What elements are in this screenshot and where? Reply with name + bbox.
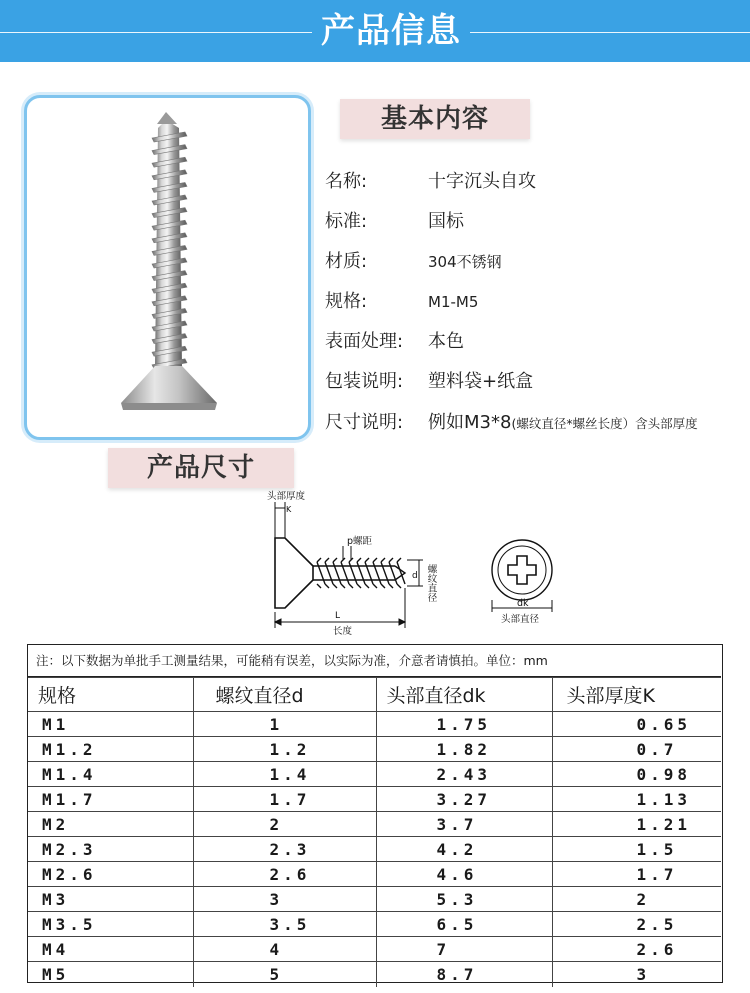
- cell-head-thickness: 2.5: [552, 912, 721, 937]
- spec-standard-row: [325, 207, 464, 237]
- cell-spec: M1.7: [28, 787, 193, 812]
- cell-spec: M2.3: [28, 837, 193, 862]
- cell-head-thickness: 1.5: [552, 837, 721, 862]
- header-rule-left: [0, 32, 312, 33]
- table-row: [28, 812, 721, 837]
- cell-head-diameter: 1.75: [376, 712, 552, 737]
- cell-thread-diameter: 2: [193, 812, 376, 837]
- spec-dimension-key: 尺寸说明:: [325, 412, 404, 433]
- cell-head-thickness: 3: [552, 962, 721, 987]
- cell-head-diameter: 3.27: [376, 787, 552, 812]
- table-row: [28, 837, 721, 862]
- diagram-pitch-label: p螺距: [347, 536, 373, 547]
- table-row: [28, 862, 721, 887]
- spec-material-value: 304不锈钢: [428, 253, 502, 271]
- header-head-diameter: 头部直径dk: [376, 678, 552, 712]
- cell-head-thickness: 0.98: [552, 762, 721, 787]
- cell-head-diameter: 4.6: [376, 862, 552, 887]
- diagram-d-label: d: [412, 571, 418, 581]
- cell-head-diameter: 1.82: [376, 737, 552, 762]
- cell-thread-diameter: 1: [193, 712, 376, 737]
- spec-name-row: [325, 167, 536, 197]
- cell-head-diameter: 5.3: [376, 887, 552, 912]
- cell-thread-diameter: 1.4: [193, 762, 376, 787]
- spec-standard-key: 标准:: [325, 211, 368, 232]
- dimension-table: [27, 644, 723, 983]
- cell-thread-diameter: 2.6: [193, 862, 376, 887]
- spec-dimension-row: [325, 408, 698, 438]
- spec-packaging-row: [325, 367, 534, 397]
- cell-head-diameter: 7: [376, 937, 552, 962]
- cell-spec: M1: [28, 712, 193, 737]
- table-row: [28, 712, 721, 737]
- spec-finish-value: 本色: [428, 331, 464, 352]
- cell-thread-diameter: 1.7: [193, 787, 376, 812]
- table-row: [28, 937, 721, 962]
- cell-head-thickness: 0.65: [552, 712, 721, 737]
- diagram-length-label: 长度: [333, 626, 353, 637]
- diagram-thread: [357, 558, 365, 588]
- spec-finish-row: [325, 327, 464, 357]
- header-rule-right: [470, 32, 750, 33]
- screw-photo-illustration: [27, 98, 308, 437]
- cell-head-diameter: 4.2: [376, 837, 552, 862]
- diagram-thread: [389, 558, 397, 588]
- diagram-head-diameter-label: 头部直径: [501, 614, 540, 625]
- spec-size-row: [325, 287, 479, 317]
- spec-material-row: [325, 247, 502, 277]
- cell-thread-diameter: 4: [193, 937, 376, 962]
- dimension-diagram: [255, 488, 565, 640]
- cell-head-diameter: 2.43: [376, 762, 552, 787]
- diagram-thread: [341, 558, 349, 588]
- cell-head-thickness: 1.13: [552, 787, 721, 812]
- cell-spec: M3: [28, 887, 193, 912]
- diagram-dk-label: dk: [517, 598, 529, 609]
- diagram-thread: [317, 558, 325, 588]
- spec-dimension-example: 例如M3*8: [428, 412, 512, 433]
- cell-spec: M4: [28, 937, 193, 962]
- cell-thread-diameter: 3.5: [193, 912, 376, 937]
- table-row: [28, 787, 721, 812]
- spec-packaging-value: 塑料袋+纸盒: [428, 371, 534, 392]
- cell-spec: M1.2: [28, 737, 193, 762]
- cell-spec: M1.4: [28, 762, 193, 787]
- table-row: [28, 962, 721, 987]
- spec-finish-key: 表面处理:: [325, 331, 404, 352]
- page-title: 产品信息: [321, 11, 461, 51]
- page-header: [0, 0, 750, 62]
- spec-packaging-key: 包装说明:: [325, 371, 404, 392]
- cell-thread-diameter: 2.3: [193, 837, 376, 862]
- table-row: [28, 762, 721, 787]
- table-header-row: [28, 678, 721, 712]
- spec-size-key: 规格:: [325, 291, 368, 312]
- diagram-head-thickness-label: 头部厚度: [267, 491, 306, 502]
- cell-head-thickness: 0.7: [552, 737, 721, 762]
- product-size-tag: 产品尺寸: [108, 448, 294, 488]
- cell-head-thickness: 1.7: [552, 862, 721, 887]
- spec-name-value: 十字沉头自攻: [428, 171, 536, 192]
- spec-dimension-explanation: (螺纹直径*螺丝长度）含头部厚度: [511, 416, 698, 431]
- cell-spec: M3.5: [28, 912, 193, 937]
- cell-spec: M2: [28, 812, 193, 837]
- product-photo: [24, 95, 311, 440]
- table-note: 注：以下数据为单批手工测量结果，可能稍有误差，以实际为准，介意者请慎拍。单位：mm: [28, 645, 721, 677]
- diagram-thread: [381, 558, 389, 588]
- cell-spec: M2.6: [28, 862, 193, 887]
- cell-head-thickness: 2.6: [552, 937, 721, 962]
- cell-head-diameter: 8.7: [376, 962, 552, 987]
- cell-head-diameter: 3.7: [376, 812, 552, 837]
- diagram-thread: [333, 558, 341, 588]
- diagram-thread: [349, 558, 357, 588]
- table-row: [28, 912, 721, 937]
- spec-standard-value: 国标: [428, 211, 464, 232]
- header-spec: 规格: [28, 678, 193, 712]
- spec-dimension-value: [428, 408, 698, 439]
- spec-size-value: M1-M5: [428, 293, 479, 311]
- diagram-thread: [365, 558, 373, 588]
- diagram-thread: [325, 558, 333, 588]
- cell-head-thickness: 1.21: [552, 812, 721, 837]
- basic-content-tag: 基本内容: [340, 99, 530, 139]
- cell-thread-diameter: 5: [193, 962, 376, 987]
- cell-head-diameter: 6.5: [376, 912, 552, 937]
- spec-name-key: 名称:: [325, 171, 368, 192]
- cell-thread-diameter: 1.2: [193, 737, 376, 762]
- diagram-k-label: K: [286, 505, 292, 514]
- diagram-length-letter: L: [335, 611, 341, 621]
- cell-head-thickness: 2: [552, 887, 721, 912]
- table-row: [28, 737, 721, 762]
- header-head-thickness: 头部厚度K: [552, 678, 721, 712]
- cell-spec: M5: [28, 962, 193, 987]
- diagram-thread: [373, 558, 381, 588]
- cell-thread-diameter: 3: [193, 887, 376, 912]
- diagram-thread-diameter-label: 螺纹直径: [425, 564, 437, 602]
- dimension-data-table: [28, 677, 721, 987]
- header-thread-diameter: 螺纹直径d: [193, 678, 376, 712]
- table-row: [28, 887, 721, 912]
- spec-material-key: 材质:: [325, 251, 368, 272]
